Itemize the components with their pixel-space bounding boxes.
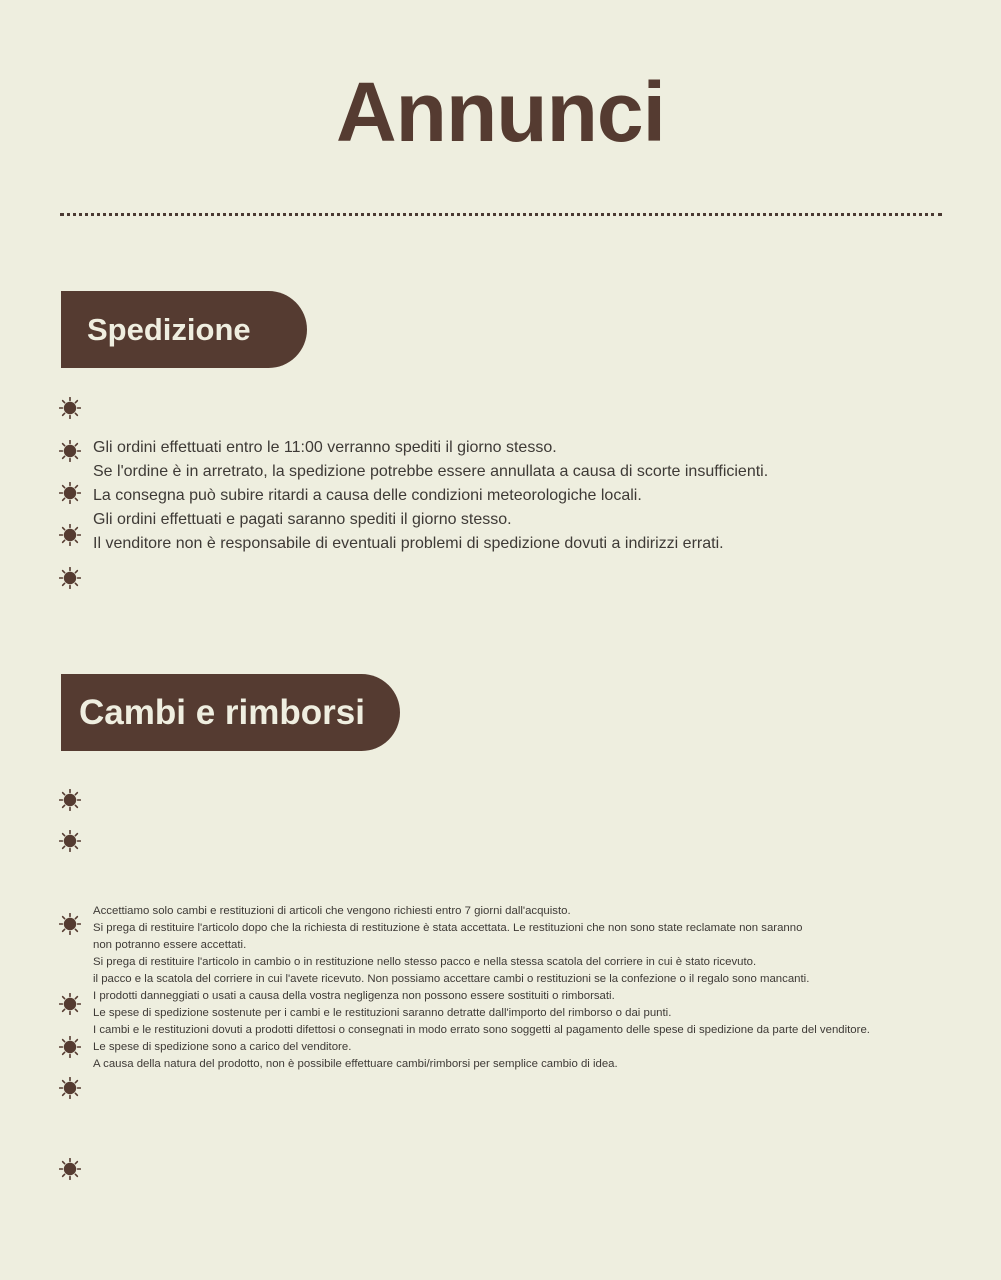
returns-line: Accettiamo solo cambi e restituzioni di articoli che vengono richiesti entro 7 giorni dall'acquisto.: [93, 905, 571, 917]
returns-line: Si prega di restituire l'articolo in cambio o in restituzione nello stesso pacco e nella stessa scatola del corriere in cui è stato ricevuto.: [93, 956, 757, 968]
sun-icon-graphic: [59, 993, 81, 1015]
sun-icon-graphic: [59, 397, 81, 419]
sun-icon: [59, 789, 81, 811]
section-heading-shipping: [61, 291, 307, 368]
sun-icon: [59, 1158, 81, 1180]
section-heading-label: Cambi e rimborsi: [79, 692, 365, 732]
section-heading-label: Spedizione: [87, 311, 251, 347]
sun-icon: [59, 993, 81, 1015]
sun-icon-graphic: [59, 1158, 81, 1180]
sun-icon-graphic: [59, 567, 81, 589]
sun-icon: [59, 830, 81, 852]
sun-icon: [59, 482, 81, 504]
shipping-line: Gli ordini effettuati entro le 11:00 verranno spediti il giorno stesso.: [93, 439, 557, 456]
returns-line: Le spese di spedizione sono a carico del venditore.: [93, 1041, 352, 1053]
sun-icon: [59, 567, 81, 589]
sun-icon: [59, 1077, 81, 1099]
returns-line: I prodotti danneggiati o usati a causa della vostra negligenza non possono essere sostituiti o rimborsati.: [93, 990, 615, 1002]
sun-icon: [59, 397, 81, 419]
sun-icon-graphic: [59, 789, 81, 811]
shipping-line: Il venditore non è responsabile di eventuali problemi di spedizione dovuti a indirizzi errati.: [93, 535, 724, 552]
sun-icon-graphic: [59, 524, 81, 546]
shipping-line: Se l'ordine è in arretrato, la spedizione potrebbe essere annullata a causa di scorte insufficienti.: [93, 463, 769, 480]
dotted-divider: [60, 213, 942, 216]
returns-line: I cambi e le restituzioni dovuti a prodotti difettosi o consegnati in modo errato sono soggetti al pagamento delle spese di spedizione da parte del venditore.: [93, 1024, 870, 1036]
sun-icon-graphic: [59, 1077, 81, 1099]
sun-icon: [59, 1036, 81, 1058]
sun-icon: [59, 524, 81, 546]
sun-icon-graphic: [59, 482, 81, 504]
shipping-text: [93, 436, 768, 556]
returns-line: Le spese di spedizione sostenute per i cambi e le restituzioni saranno detratte dall'importo del rimborso o dai punti.: [93, 1007, 672, 1019]
sun-icon-graphic: [59, 830, 81, 852]
returns-line: non potranno essere accettati.: [93, 939, 247, 951]
page-title: Annunci: [336, 65, 665, 159]
sun-icon-graphic: [59, 1036, 81, 1058]
sun-icon: [59, 913, 81, 935]
sun-icon-graphic: [59, 440, 81, 462]
returns-line: Si prega di restituire l'articolo dopo che la richiesta di restituzione è stata accettata. Le restituzioni che non sono state reclamate non saranno: [93, 922, 803, 934]
sun-icon-graphic: [59, 913, 81, 935]
returns-line: il pacco e la scatola del corriere in cui l'avete ricevuto. Non possiamo accettare cambi o restituzioni se la confezione o il regalo sono mancanti.: [93, 973, 810, 985]
sun-icon: [59, 440, 81, 462]
returns-line: A causa della natura del prodotto, non è possibile effettuare cambi/rimborsi per semplice cambio di idea.: [93, 1058, 618, 1070]
shipping-line: Gli ordini effettuati e pagati saranno spediti il giorno stesso.: [93, 511, 512, 528]
section-heading-returns: [61, 674, 400, 751]
returns-text: [93, 903, 870, 1073]
shipping-line: La consegna può subire ritardi a causa delle condizioni meteorologiche locali.: [93, 487, 642, 504]
